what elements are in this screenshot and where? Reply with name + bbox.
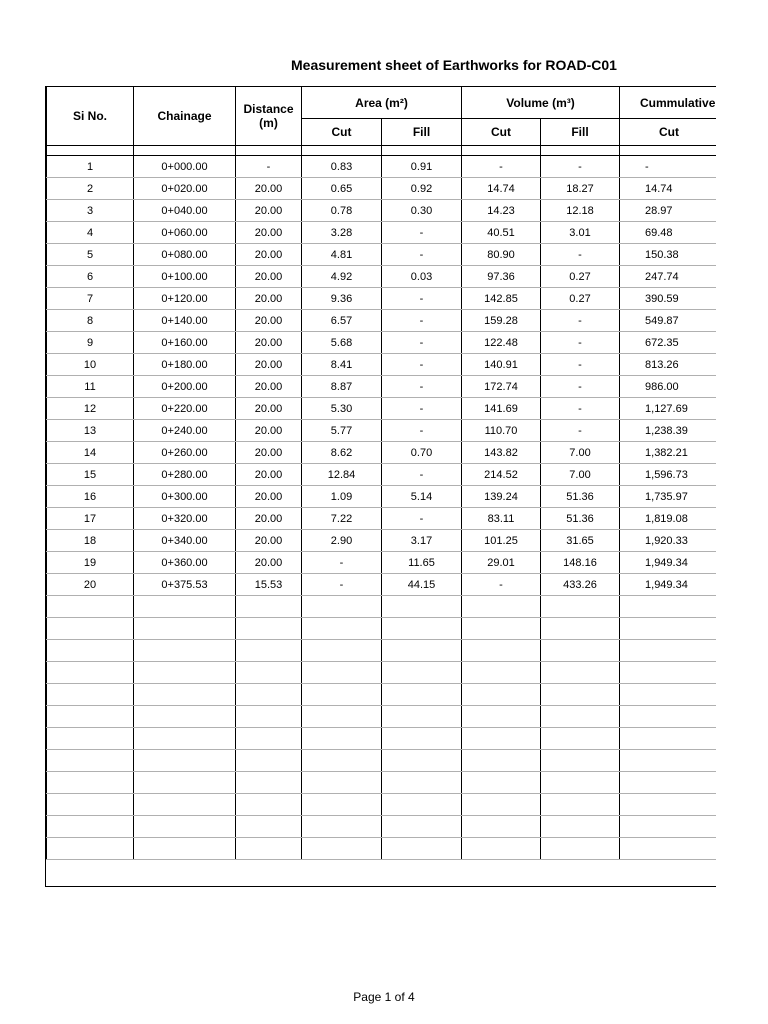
header-cumulative-label: Cummulative bbox=[640, 95, 716, 110]
cell-sino: 1 bbox=[47, 156, 134, 178]
cell-area-fill: - bbox=[382, 420, 462, 442]
header-volume: Volume (m³) bbox=[462, 87, 620, 119]
cell-volume-cut: 140.91 bbox=[462, 354, 541, 376]
cell-volume-cut: 143.82 bbox=[462, 442, 541, 464]
cell-area-cut: 4.92 bbox=[302, 266, 382, 288]
cell-volume-cut: 80.90 bbox=[462, 244, 541, 266]
cell-volume-fill: - bbox=[541, 420, 620, 442]
cell-sino: 12 bbox=[47, 398, 134, 420]
cell-sino: 7 bbox=[47, 288, 134, 310]
cell-area-cut: - bbox=[302, 552, 382, 574]
cell-area-fill: 0.92 bbox=[382, 178, 462, 200]
cell-chainage: 0+375.53 bbox=[134, 574, 236, 596]
empty-row bbox=[47, 662, 717, 684]
cell-distance: 20.00 bbox=[236, 398, 302, 420]
table-row bbox=[47, 398, 717, 420]
cell-sino: 18 bbox=[47, 530, 134, 552]
cell-volume-fill: - bbox=[541, 332, 620, 354]
cell-distance: 20.00 bbox=[236, 354, 302, 376]
cell-area-cut: 8.62 bbox=[302, 442, 382, 464]
cell-volume-fill: 433.26 bbox=[541, 574, 620, 596]
cell-cumulative-cut: 1,735.97 bbox=[620, 486, 716, 508]
cell-distance: 20.00 bbox=[236, 178, 302, 200]
cell-sino: 3 bbox=[47, 200, 134, 222]
cell-area-fill: - bbox=[382, 398, 462, 420]
cell-area-fill: 0.30 bbox=[382, 200, 462, 222]
cell-chainage: 0+320.00 bbox=[134, 508, 236, 530]
cell-volume-cut: 159.28 bbox=[462, 310, 541, 332]
cell-area-fill: 0.70 bbox=[382, 442, 462, 464]
cell-area-cut: 5.77 bbox=[302, 420, 382, 442]
cell-area-cut: 12.84 bbox=[302, 464, 382, 486]
cell-sino: 17 bbox=[47, 508, 134, 530]
empty-row bbox=[47, 640, 717, 662]
cell-chainage: 0+200.00 bbox=[134, 376, 236, 398]
cell-area-cut: 8.41 bbox=[302, 354, 382, 376]
cell-distance: 20.00 bbox=[236, 442, 302, 464]
cell-area-cut: 6.57 bbox=[302, 310, 382, 332]
cell-distance: 20.00 bbox=[236, 200, 302, 222]
table-row bbox=[47, 552, 717, 574]
header-volume-cut: Cut bbox=[462, 119, 541, 146]
cell-area-fill: 44.15 bbox=[382, 574, 462, 596]
cell-chainage: 0+220.00 bbox=[134, 398, 236, 420]
table-row bbox=[47, 530, 717, 552]
cell-cumulative-cut: 1,949.34 bbox=[620, 574, 716, 596]
cell-distance: 20.00 bbox=[236, 464, 302, 486]
cell-area-fill: - bbox=[382, 244, 462, 266]
cell-cumulative-cut: 69.48 bbox=[620, 222, 716, 244]
cell-cumulative-cut: 1,127.69 bbox=[620, 398, 716, 420]
header-cumulative bbox=[620, 87, 716, 119]
cell-volume-cut: 29.01 bbox=[462, 552, 541, 574]
cell-chainage: 0+300.00 bbox=[134, 486, 236, 508]
cell-volume-fill: - bbox=[541, 354, 620, 376]
cell-volume-fill: 3.01 bbox=[541, 222, 620, 244]
table-body bbox=[47, 146, 717, 860]
table-row bbox=[47, 266, 717, 288]
cell-volume-cut: 14.74 bbox=[462, 178, 541, 200]
table-row bbox=[47, 376, 717, 398]
cell-area-fill: 11.65 bbox=[382, 552, 462, 574]
cell-volume-cut: 14.23 bbox=[462, 200, 541, 222]
cell-volume-cut: 110.70 bbox=[462, 420, 541, 442]
header-distance-line2: (m) bbox=[259, 116, 278, 130]
cell-sino: 9 bbox=[47, 332, 134, 354]
table-row bbox=[47, 222, 717, 244]
table-row bbox=[47, 442, 717, 464]
header-chainage: Chainage bbox=[134, 87, 236, 146]
cell-area-cut: 0.65 bbox=[302, 178, 382, 200]
cell-volume-fill: 0.27 bbox=[541, 288, 620, 310]
table-row bbox=[47, 200, 717, 222]
empty-row bbox=[47, 618, 717, 640]
cell-distance: 20.00 bbox=[236, 530, 302, 552]
sheet-title: Measurement sheet of Earthworks for ROAD-C01 bbox=[291, 57, 617, 73]
empty-row bbox=[47, 706, 717, 728]
cell-sino: 13 bbox=[47, 420, 134, 442]
earthworks-table-container bbox=[45, 86, 716, 887]
cell-cumulative-cut: 1,382.21 bbox=[620, 442, 716, 464]
cell-sino: 8 bbox=[47, 310, 134, 332]
table-row bbox=[47, 156, 717, 178]
empty-row bbox=[47, 750, 717, 772]
cell-volume-fill: 0.27 bbox=[541, 266, 620, 288]
header-cumulative-cut bbox=[620, 119, 716, 146]
cell-chainage: 0+100.00 bbox=[134, 266, 236, 288]
header-area: Area (m²) bbox=[302, 87, 462, 119]
cell-area-fill: 0.91 bbox=[382, 156, 462, 178]
cell-volume-fill: 18.27 bbox=[541, 178, 620, 200]
cell-area-cut: 2.90 bbox=[302, 530, 382, 552]
cell-cumulative-cut: 247.74 bbox=[620, 266, 716, 288]
cell-distance: 20.00 bbox=[236, 222, 302, 244]
cell-volume-fill: - bbox=[541, 376, 620, 398]
table-row bbox=[47, 332, 717, 354]
cell-volume-cut: 139.24 bbox=[462, 486, 541, 508]
cell-volume-cut: 214.52 bbox=[462, 464, 541, 486]
cell-distance: 20.00 bbox=[236, 420, 302, 442]
cell-area-fill: - bbox=[382, 222, 462, 244]
cell-volume-fill: 7.00 bbox=[541, 464, 620, 486]
cell-sino: 14 bbox=[47, 442, 134, 464]
cell-distance: 20.00 bbox=[236, 508, 302, 530]
cell-volume-cut: - bbox=[462, 574, 541, 596]
cell-area-fill: 5.14 bbox=[382, 486, 462, 508]
cell-distance: 20.00 bbox=[236, 244, 302, 266]
cell-cumulative-cut: 1,596.73 bbox=[620, 464, 716, 486]
cell-volume-cut: 101.25 bbox=[462, 530, 541, 552]
cell-cumulative-cut: 1,920.33 bbox=[620, 530, 716, 552]
cell-volume-fill: - bbox=[541, 398, 620, 420]
cell-area-cut: 5.30 bbox=[302, 398, 382, 420]
empty-row bbox=[47, 684, 717, 706]
cell-area-cut: 0.83 bbox=[302, 156, 382, 178]
table-row bbox=[47, 288, 717, 310]
cell-area-fill: 3.17 bbox=[382, 530, 462, 552]
cell-cumulative-cut: 672.35 bbox=[620, 332, 716, 354]
cell-volume-fill: - bbox=[541, 310, 620, 332]
table-row bbox=[47, 310, 717, 332]
cell-distance: 20.00 bbox=[236, 332, 302, 354]
cell-distance: 15.53 bbox=[236, 574, 302, 596]
header-cumulative-cut-label: Cut bbox=[659, 125, 680, 139]
table-row bbox=[47, 178, 717, 200]
cell-area-cut: 8.87 bbox=[302, 376, 382, 398]
cell-chainage: 0+000.00 bbox=[134, 156, 236, 178]
cell-chainage: 0+160.00 bbox=[134, 332, 236, 354]
cell-chainage: 0+080.00 bbox=[134, 244, 236, 266]
cell-area-fill: - bbox=[382, 376, 462, 398]
cell-cumulative-cut: 390.59 bbox=[620, 288, 716, 310]
cell-volume-fill: 148.16 bbox=[541, 552, 620, 574]
cell-volume-fill: 12.18 bbox=[541, 200, 620, 222]
cell-area-cut: 0.78 bbox=[302, 200, 382, 222]
cell-cumulative-cut: - bbox=[620, 156, 716, 178]
cell-area-fill: - bbox=[382, 508, 462, 530]
table-row bbox=[47, 486, 717, 508]
cell-chainage: 0+240.00 bbox=[134, 420, 236, 442]
cell-chainage: 0+360.00 bbox=[134, 552, 236, 574]
cell-distance: 20.00 bbox=[236, 376, 302, 398]
cell-sino: 16 bbox=[47, 486, 134, 508]
table-row bbox=[47, 508, 717, 530]
cell-area-cut: 1.09 bbox=[302, 486, 382, 508]
cell-volume-fill: 7.00 bbox=[541, 442, 620, 464]
header-distance bbox=[236, 87, 302, 146]
cell-cumulative-cut: 1,238.39 bbox=[620, 420, 716, 442]
cell-cumulative-cut: 1,819.08 bbox=[620, 508, 716, 530]
cell-volume-cut: 83.11 bbox=[462, 508, 541, 530]
cell-sino: 6 bbox=[47, 266, 134, 288]
cell-volume-cut: 142.85 bbox=[462, 288, 541, 310]
cell-sino: 4 bbox=[47, 222, 134, 244]
cell-volume-cut: 122.48 bbox=[462, 332, 541, 354]
header-area-cut: Cut bbox=[302, 119, 382, 146]
cell-volume-fill: - bbox=[541, 156, 620, 178]
header-area-fill: Fill bbox=[382, 119, 462, 146]
cell-cumulative-cut: 150.38 bbox=[620, 244, 716, 266]
cell-sino: 2 bbox=[47, 178, 134, 200]
cell-area-fill: - bbox=[382, 332, 462, 354]
cell-distance: 20.00 bbox=[236, 310, 302, 332]
table-row bbox=[47, 420, 717, 442]
cell-volume-fill: 31.65 bbox=[541, 530, 620, 552]
cell-chainage: 0+040.00 bbox=[134, 200, 236, 222]
table-spacer-row bbox=[47, 146, 717, 156]
cell-cumulative-cut: 986.00 bbox=[620, 376, 716, 398]
empty-row bbox=[47, 772, 717, 794]
cell-chainage: 0+340.00 bbox=[134, 530, 236, 552]
cell-cumulative-cut: 28.97 bbox=[620, 200, 716, 222]
empty-row bbox=[47, 816, 717, 838]
cell-volume-cut: - bbox=[462, 156, 541, 178]
cell-area-cut: 3.28 bbox=[302, 222, 382, 244]
cell-cumulative-cut: 813.26 bbox=[620, 354, 716, 376]
cell-area-fill: 0.03 bbox=[382, 266, 462, 288]
cell-area-fill: - bbox=[382, 288, 462, 310]
cell-chainage: 0+120.00 bbox=[134, 288, 236, 310]
cell-area-cut: 7.22 bbox=[302, 508, 382, 530]
header-volume-fill: Fill bbox=[541, 119, 620, 146]
cell-volume-cut: 172.74 bbox=[462, 376, 541, 398]
cell-area-cut: 9.36 bbox=[302, 288, 382, 310]
header-distance-line1: Distance bbox=[243, 102, 294, 116]
empty-row bbox=[47, 838, 717, 860]
empty-row bbox=[47, 596, 717, 618]
cell-volume-fill: 51.36 bbox=[541, 508, 620, 530]
cell-area-cut: 4.81 bbox=[302, 244, 382, 266]
cell-cumulative-cut: 1,949.34 bbox=[620, 552, 716, 574]
cell-area-fill: - bbox=[382, 310, 462, 332]
cell-sino: 5 bbox=[47, 244, 134, 266]
cell-chainage: 0+260.00 bbox=[134, 442, 236, 464]
cell-sino: 10 bbox=[47, 354, 134, 376]
cell-chainage: 0+140.00 bbox=[134, 310, 236, 332]
cell-cumulative-cut: 549.87 bbox=[620, 310, 716, 332]
empty-row bbox=[47, 728, 717, 750]
cell-volume-cut: 40.51 bbox=[462, 222, 541, 244]
cell-area-fill: - bbox=[382, 464, 462, 486]
cell-distance: 20.00 bbox=[236, 486, 302, 508]
cell-chainage: 0+280.00 bbox=[134, 464, 236, 486]
cell-sino: 20 bbox=[47, 574, 134, 596]
cell-sino: 15 bbox=[47, 464, 134, 486]
table-row bbox=[47, 354, 717, 376]
cell-distance: - bbox=[236, 156, 302, 178]
cell-distance: 20.00 bbox=[236, 288, 302, 310]
cell-area-cut: 5.68 bbox=[302, 332, 382, 354]
cell-area-fill: - bbox=[382, 354, 462, 376]
cell-distance: 20.00 bbox=[236, 266, 302, 288]
cell-distance: 20.00 bbox=[236, 552, 302, 574]
cell-area-cut: - bbox=[302, 574, 382, 596]
cell-chainage: 0+060.00 bbox=[134, 222, 236, 244]
header-sino: Si No. bbox=[47, 87, 134, 146]
table-row bbox=[47, 244, 717, 266]
cell-volume-fill: - bbox=[541, 244, 620, 266]
cell-volume-cut: 97.36 bbox=[462, 266, 541, 288]
earthworks-table bbox=[46, 86, 716, 860]
cell-cumulative-cut: 14.74 bbox=[620, 178, 716, 200]
cell-chainage: 0+180.00 bbox=[134, 354, 236, 376]
cell-volume-cut: 141.69 bbox=[462, 398, 541, 420]
cell-sino: 11 bbox=[47, 376, 134, 398]
cell-volume-fill: 51.36 bbox=[541, 486, 620, 508]
page-number: Page 1 of 4 bbox=[353, 990, 415, 1004]
cell-chainage: 0+020.00 bbox=[134, 178, 236, 200]
table-row bbox=[47, 574, 717, 596]
cell-sino: 19 bbox=[47, 552, 134, 574]
empty-row bbox=[47, 794, 717, 816]
table-row bbox=[47, 464, 717, 486]
